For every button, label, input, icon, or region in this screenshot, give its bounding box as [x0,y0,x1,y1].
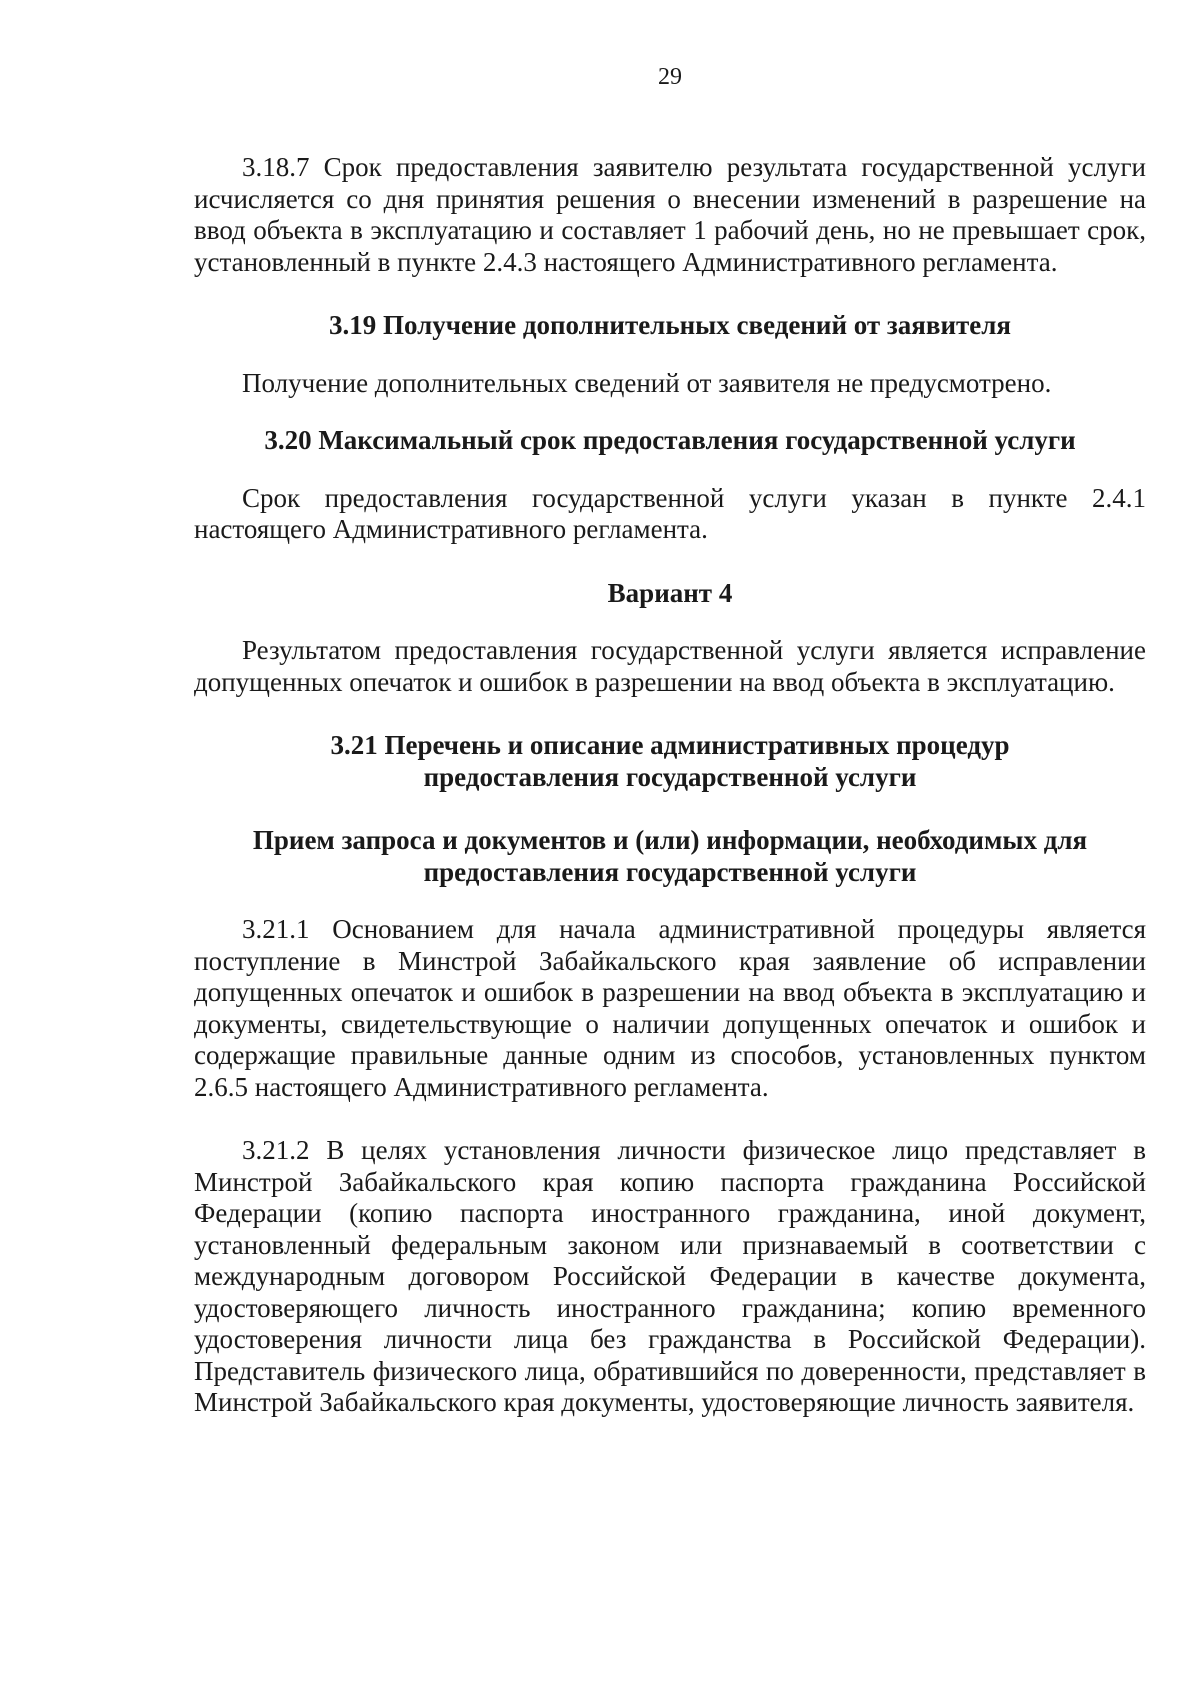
paragraph-3-21-2: 3.21.2 В целях установления личности физическое лицо представляет в Минстрой Забайкальского края копию паспорта гражданина Российской Федерации (копию паспорта иностранного гражданина, иной документ, установленный федеральным законом или признаваемый в соответствии с международным договором Российской Федерации в качестве документа, удостоверяющего личность иностранного гражданина; копию временного удостоверения личности лица без гражданства в Российской Федерации). Представитель физического лица, обратившийся по доверенности, представляет в Минстрой Забайкальского края документы, удостоверяющие личность заявителя. [194,1135,1146,1417]
paragraph-3-19: Получение дополнительных сведений от заявителя не предусмотрено. [242,367,1052,398]
paragraph-3-18-7: 3.18.7 Срок предоставления заявителю результата государственной услуги исчисляется со дня принятия решения о внесении изменений в разрешение на ввод объекта в эксплуатацию и составляет 1 рабочий день, но не превышает срок, установленный в пункте 2.4.3 настоящего Административного регламента. [194,152,1146,277]
heading-priem-line-2: предоставления государственной услуги [423,856,917,887]
heading-priem-line-1: Прием запроса и документов и (или) информации, необходимых для [252,825,1088,855]
heading-3-21-line-2: предоставления государственной услуги [423,761,917,792]
heading-variant-4: Вариант 4 [607,577,733,608]
paragraph-variant-4: Результатом предоставления государственной услуги является исправление допущенных опечаток и ошибок в разрешении на ввод объекта в эксплуатацию. [194,635,1146,697]
heading-3-21 [194,730,1146,793]
page-number: 29 [658,64,682,90]
heading-priem [194,825,1146,888]
document-body [194,152,1146,1419]
paragraph-3-20: Срок предоставления государственной услуги указан в пункте 2.4.1 настоящего Административного регламента. [194,482,1146,544]
heading-3-19: 3.19 Получение дополнительных сведений от заявителя [328,310,1012,340]
heading-3-21-line-1: 3.21 Перечень и описание административных процедур [330,730,1010,760]
paragraph-3-21-1: 3.21.1 Основанием для начала административной процедуры является поступление в Минстрой Забайкальского края заявление об исправлении допущенных опечаток и ошибок в разрешении на ввод объекта в эксплуатацию и документы, свидетельствующие о наличии допущенных опечаток и ошибок и содержащие правильные данные одним из способов, установленных пунктом 2.6.5 настоящего Административного регламента. [194,914,1146,1102]
heading-3-20: 3.20 Максимальный срок предоставления государственной услуги [264,425,1076,455]
